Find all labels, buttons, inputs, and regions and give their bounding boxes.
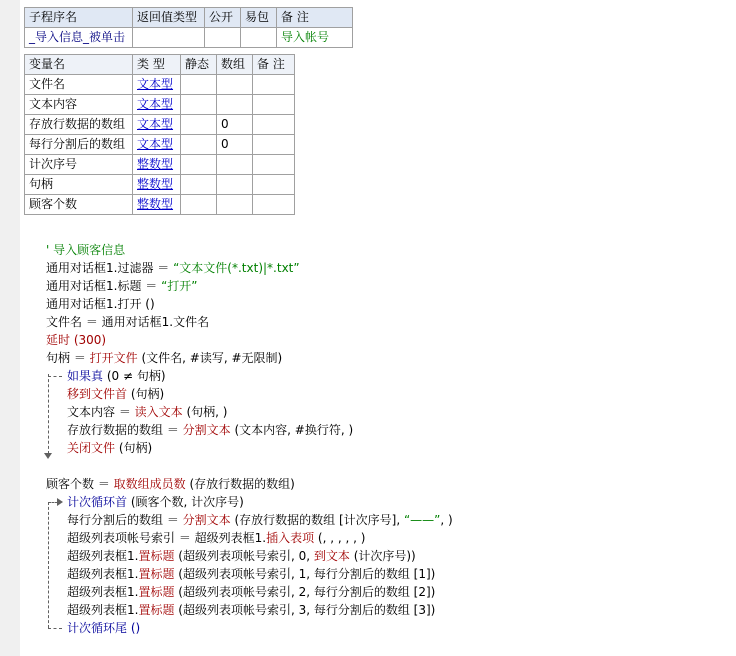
var-type-link[interactable]: 文本型 <box>133 135 181 155</box>
code-text: 句柄 ＝ <box>46 351 90 365</box>
variable-row[interactable] <box>25 95 295 115</box>
code-line[interactable]: 延时 (300) <box>46 333 107 347</box>
variable-row[interactable] <box>25 155 295 175</box>
header-sub-name: 子程序名 <box>25 8 133 28</box>
code-text: 超级列表框1. <box>67 585 139 599</box>
command-keyword: 到文本 <box>313 549 350 563</box>
var-type-link[interactable]: 整数型 <box>133 155 181 175</box>
code-line[interactable]: 文件名 ＝ 通用对话框1.文件名 <box>46 315 210 329</box>
code-text: 每行分割后的数组 ＝ <box>67 513 183 527</box>
code-line[interactable] <box>67 385 164 403</box>
loop-block-guide-line <box>48 502 49 628</box>
var-static-cell[interactable] <box>181 75 217 95</box>
code-text: (文件名, #读写, #无限制) <box>137 351 283 365</box>
code-text: 顾客个数 ＝ <box>46 477 114 491</box>
variable-row[interactable] <box>25 135 295 155</box>
code-line[interactable] <box>67 439 152 457</box>
code-text: 存放行数据的数组 ＝ <box>67 423 183 437</box>
var-note-cell[interactable] <box>253 115 295 135</box>
left-margin-gutter <box>0 0 20 656</box>
command-keyword: 置标题 <box>138 549 175 563</box>
code-text: (存放行数据的数组) <box>185 477 295 491</box>
code-text: 文本内容 ＝ <box>67 405 135 419</box>
var-name-cell[interactable]: 每行分割后的数组 <box>25 135 133 155</box>
code-line[interactable] <box>67 601 435 619</box>
var-static-cell[interactable] <box>181 95 217 115</box>
subroutine-row[interactable] <box>25 28 353 48</box>
var-name-cell[interactable]: 计次序号 <box>25 155 133 175</box>
code-text: (句柄) <box>115 441 153 455</box>
var-name-cell[interactable]: 顾客个数 <box>25 195 133 215</box>
variable-row[interactable] <box>25 195 295 215</box>
code-text: 超级列表框1. <box>67 549 139 563</box>
subroutine-table <box>24 7 353 48</box>
var-array-cell[interactable] <box>217 195 253 215</box>
command-keyword: 取数组成员数 <box>113 477 186 491</box>
if-block-tick <box>48 376 62 377</box>
code-text: (句柄) <box>127 387 165 401</box>
var-static-cell[interactable] <box>181 195 217 215</box>
command-keyword: 关闭文件 <box>67 441 116 455</box>
code-text: (句柄, ) <box>182 405 228 419</box>
code-text: 超级列表项帐号索引 ＝ 超级列表框1. <box>67 531 267 545</box>
var-type-link[interactable]: 文本型 <box>133 115 181 135</box>
code-line[interactable] <box>67 511 453 529</box>
public-cell[interactable] <box>205 28 241 48</box>
command-keyword: 移到文件首 <box>67 387 128 401</box>
flow-keyword: 计次循环首 <box>67 495 128 509</box>
code-text: (超级列表项帐号索引, 0, <box>174 549 314 563</box>
command-keyword: 插入表项 <box>266 531 315 545</box>
code-line[interactable] <box>67 421 353 439</box>
var-type-link[interactable]: 整数型 <box>133 195 181 215</box>
code-comment-line[interactable]: ' 导入顾客信息 <box>46 243 126 257</box>
var-static-cell[interactable] <box>181 155 217 175</box>
loop-start-arrow-icon <box>57 498 64 507</box>
var-array-cell[interactable] <box>217 75 253 95</box>
var-name-cell[interactable]: 文本内容 <box>25 95 133 115</box>
var-array-cell[interactable] <box>217 95 253 115</box>
code-line[interactable] <box>67 547 416 565</box>
var-array-cell[interactable]: 0 <box>217 135 253 155</box>
code-text: (文本内容, #换行符, ) <box>230 423 354 437</box>
code-line[interactable] <box>67 493 244 511</box>
code-line[interactable]: 计次循环尾 () <box>67 621 141 635</box>
code-text: (超级列表项帐号索引, 3, 每行分割后的数组 [3]) <box>174 603 436 617</box>
command-keyword: 置标题 <box>138 585 175 599</box>
code-line[interactable] <box>46 349 282 367</box>
code-line[interactable] <box>46 277 198 295</box>
code-text: (超级列表项帐号索引, 2, 每行分割后的数组 [2]) <box>174 585 436 599</box>
header-return-type: 返回值类型 <box>133 8 205 28</box>
if-block-guide-line <box>48 374 49 454</box>
var-type-link[interactable]: 文本型 <box>133 95 181 115</box>
header-var-static: 静态 <box>181 55 217 75</box>
code-text: 超级列表框1. <box>67 567 139 581</box>
var-note-cell[interactable] <box>253 175 295 195</box>
subroutine-header-row <box>25 8 353 28</box>
var-type-link[interactable]: 整数型 <box>133 175 181 195</box>
var-static-cell[interactable] <box>181 175 217 195</box>
var-type-link[interactable]: 文本型 <box>133 75 181 95</box>
code-line[interactable] <box>46 259 300 277</box>
command-keyword: 分割文本 <box>182 513 231 527</box>
var-note-cell[interactable] <box>253 195 295 215</box>
package-cell[interactable] <box>241 28 277 48</box>
var-static-cell[interactable] <box>181 135 217 155</box>
var-name-cell[interactable]: 文件名 <box>25 75 133 95</box>
header-package: 易包 <box>241 8 277 28</box>
code-text: (超级列表项帐号索引, 1, 每行分割后的数组 [1]) <box>174 567 436 581</box>
loop-end-tick <box>48 628 62 629</box>
flow-keyword: 如果真 <box>67 369 104 383</box>
code-line[interactable] <box>46 475 295 493</box>
variable-row[interactable] <box>25 115 295 135</box>
var-static-cell[interactable] <box>181 115 217 135</box>
code-text: 通用对话框1.过滤器 ＝ <box>46 261 174 275</box>
subroutine-name-cell[interactable]: _导入信息_被单击 <box>25 28 133 48</box>
command-keyword: 分割文本 <box>182 423 231 437</box>
if-block-end-arrow-icon <box>44 453 53 460</box>
variable-row[interactable] <box>25 175 295 195</box>
code-text: 超级列表框1. <box>67 603 139 617</box>
code-line[interactable] <box>67 583 435 601</box>
code-line[interactable] <box>67 529 365 547</box>
string-literal: “——” <box>403 513 441 527</box>
code-line[interactable] <box>67 403 227 421</box>
variable-header-row <box>25 55 295 75</box>
code-text: (计次序号)) <box>349 549 416 563</box>
var-note-cell[interactable] <box>253 95 295 115</box>
code-line[interactable] <box>67 565 435 583</box>
var-note-cell[interactable] <box>253 75 295 95</box>
header-note: 备 注 <box>277 8 353 28</box>
var-name-cell[interactable]: 存放行数据的数组 <box>25 115 133 135</box>
var-array-cell[interactable] <box>217 155 253 175</box>
code-text: (, , , , , ) <box>314 531 366 545</box>
var-note-cell[interactable] <box>253 135 295 155</box>
code-text: (存放行数据的数组 [计次序号], <box>230 513 404 527</box>
code-text: (0 ≠ 句柄) <box>103 369 166 383</box>
command-keyword: 读入文本 <box>134 405 183 419</box>
code-text: (顾客个数, 计次序号) <box>127 495 244 509</box>
header-var-array: 数组 <box>217 55 253 75</box>
return-type-cell[interactable] <box>133 28 205 48</box>
header-var-type: 类 型 <box>133 55 181 75</box>
code-line[interactable]: 通用对话框1.打开 () <box>46 297 155 311</box>
header-public: 公开 <box>205 8 241 28</box>
command-keyword: 置标题 <box>138 567 175 581</box>
var-name-cell[interactable]: 句柄 <box>25 175 133 195</box>
var-array-cell[interactable] <box>217 175 253 195</box>
note-cell[interactable]: 导入帐号 <box>277 28 353 48</box>
var-array-cell[interactable]: 0 <box>217 115 253 135</box>
string-literal: “打开” <box>161 279 198 293</box>
variable-table <box>24 54 295 215</box>
var-note-cell[interactable] <box>253 155 295 175</box>
code-text: , ) <box>440 513 453 527</box>
command-keyword: 置标题 <box>138 603 175 617</box>
code-text: 通用对话框1.标题 ＝ <box>46 279 162 293</box>
command-keyword: 打开文件 <box>89 351 138 365</box>
code-line[interactable] <box>67 367 166 385</box>
header-var-note: 备 注 <box>253 55 295 75</box>
variable-row[interactable] <box>25 75 295 95</box>
string-literal: “文本文件(*.txt)|*.txt” <box>173 261 300 275</box>
header-var-name: 变量名 <box>25 55 133 75</box>
